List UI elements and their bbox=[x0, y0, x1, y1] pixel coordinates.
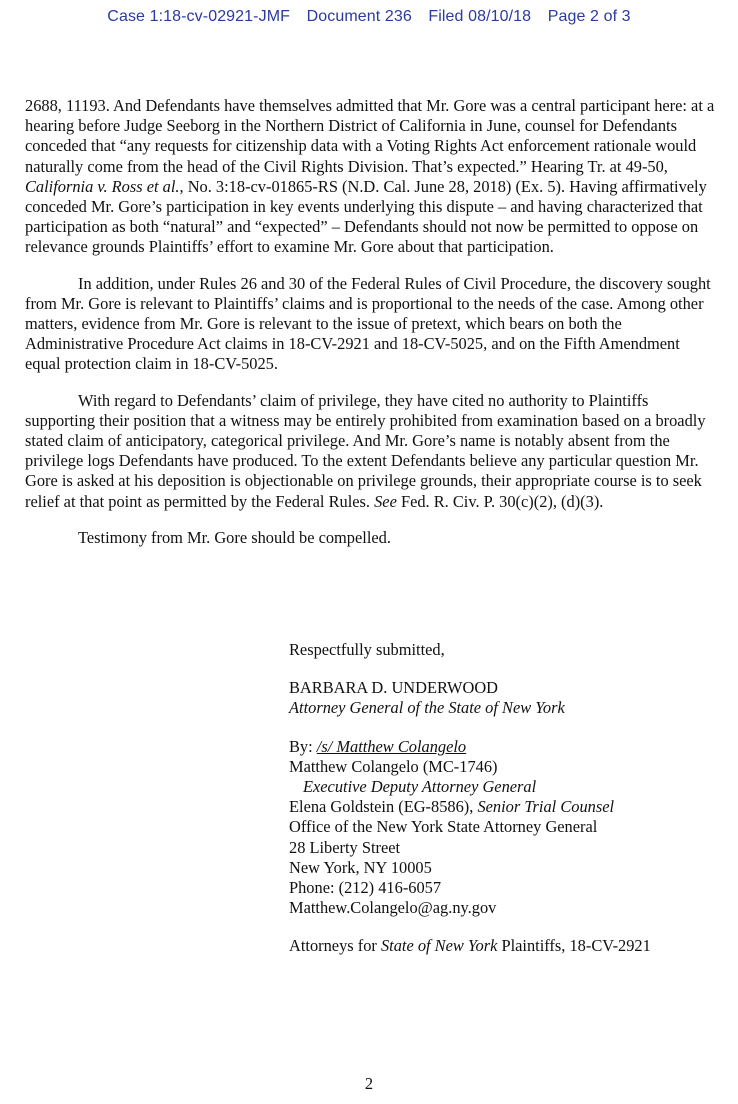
case-number: Case 1:18-cv-02921-JMF bbox=[107, 8, 291, 25]
case-citation: California v. Ross et al. bbox=[25, 176, 180, 196]
email-address: Matthew.Colangelo@ag.ny.gov bbox=[289, 898, 497, 918]
attorney-name-2: Elena Goldstein (EG-8586), Senior Trial Counsel bbox=[289, 797, 615, 817]
electronic-signature: /s/ Matthew Colangelo bbox=[316, 736, 467, 756]
filed-date: Filed 08/10/18 bbox=[428, 8, 532, 25]
paragraph-1: 2688, 11193. And Defendants have themselves admitted that Mr. Gore was a central participant here: at a hearing before Judge Seeborg in the Northern District of California in June, counsel for Defendants conceded that “any requests for citizenship data with a Voting Rights Act enforcement rationale would naturally come from the head of the Civil Rights Division. That’s expected.” Hearing Tr. at 49-50, California v. Ross et al., No. 3:18-cv-01865-RS (N.D. Cal. June 28, 2018) (Ex. 5). Having affirmatively conceded Mr. Gore’s participation in key events underlying this dispute – and having characterized that participation as both “natural” and “expected” – Defendants should not now be permitted to oppose on relevance grounds Plaintiffs’ effort to examine Mr. Gore about that participation. bbox=[25, 96, 715, 257]
city-state-zip: New York, NY 10005 bbox=[289, 857, 432, 877]
document-header bbox=[0, 8, 738, 26]
ag-name: BARBARA D. UNDERWOOD bbox=[289, 678, 498, 698]
office-name: Office of the New York State Attorney General bbox=[289, 817, 598, 837]
signature-block bbox=[289, 640, 719, 957]
page-indicator: Page 2 of 3 bbox=[547, 8, 631, 25]
street-address: 28 Liberty Street bbox=[289, 837, 401, 857]
attorney-title-1: Executive Deputy Attorney General bbox=[303, 777, 537, 797]
attorneys-for: Attorneys for State of New York Plaintiffs, 18-CV-2921 bbox=[289, 936, 651, 956]
closing: Respectfully submitted, bbox=[289, 640, 445, 659]
attorney-name-1: Matthew Colangelo (MC-1746) bbox=[289, 756, 498, 776]
paragraph-2: In addition, under Rules 26 and 30 of the Federal Rules of Civil Procedure, the discovery sought from Mr. Gore is relevant to Plaintiffs’ claims and is proportional to the needs of the case. Among other matters, evidence from Mr. Gore is relevant to the issue of pretext, which bears on both the Administrative Procedure Act claims in 18-CV-2921 and 18-CV-5025, and on the Fifth Amendment equal protection claim in 18-CV-5025. bbox=[25, 273, 711, 374]
ag-title: Attorney General of the State of New York bbox=[289, 698, 565, 718]
letter-body bbox=[25, 96, 715, 564]
paragraph-4: Testimony from Mr. Gore should be compelled. bbox=[78, 527, 391, 547]
by-line: By: /s/ Matthew Colangelo bbox=[289, 736, 467, 756]
attorney-title-2: Senior Trial Counsel bbox=[477, 797, 615, 817]
paragraph-3: With regard to Defendants’ claim of privilege, they have cited no authority to Plaintiffs supporting their position that a witness may be entirely prohibited from examination based on a broadly stated claim of anticipatory, categorical privilege. And Mr. Gore’s name is notably absent from the privilege logs Defendants have produced. To the extent Defendants believe any particular question Mr. Gore is asked at his deposition is objectionable on privilege grounds, their appropriate course is to seek relief at that point as permitted by the Federal Rules. See Fed. R. Civ. P. 30(c)(2), (d)(3). bbox=[25, 390, 706, 511]
document-number: Document 236 bbox=[306, 8, 412, 25]
page-number: 2 bbox=[364, 1074, 374, 1093]
phone-number: Phone: (212) 416-6057 bbox=[289, 878, 442, 898]
see-signal: See bbox=[374, 491, 397, 511]
